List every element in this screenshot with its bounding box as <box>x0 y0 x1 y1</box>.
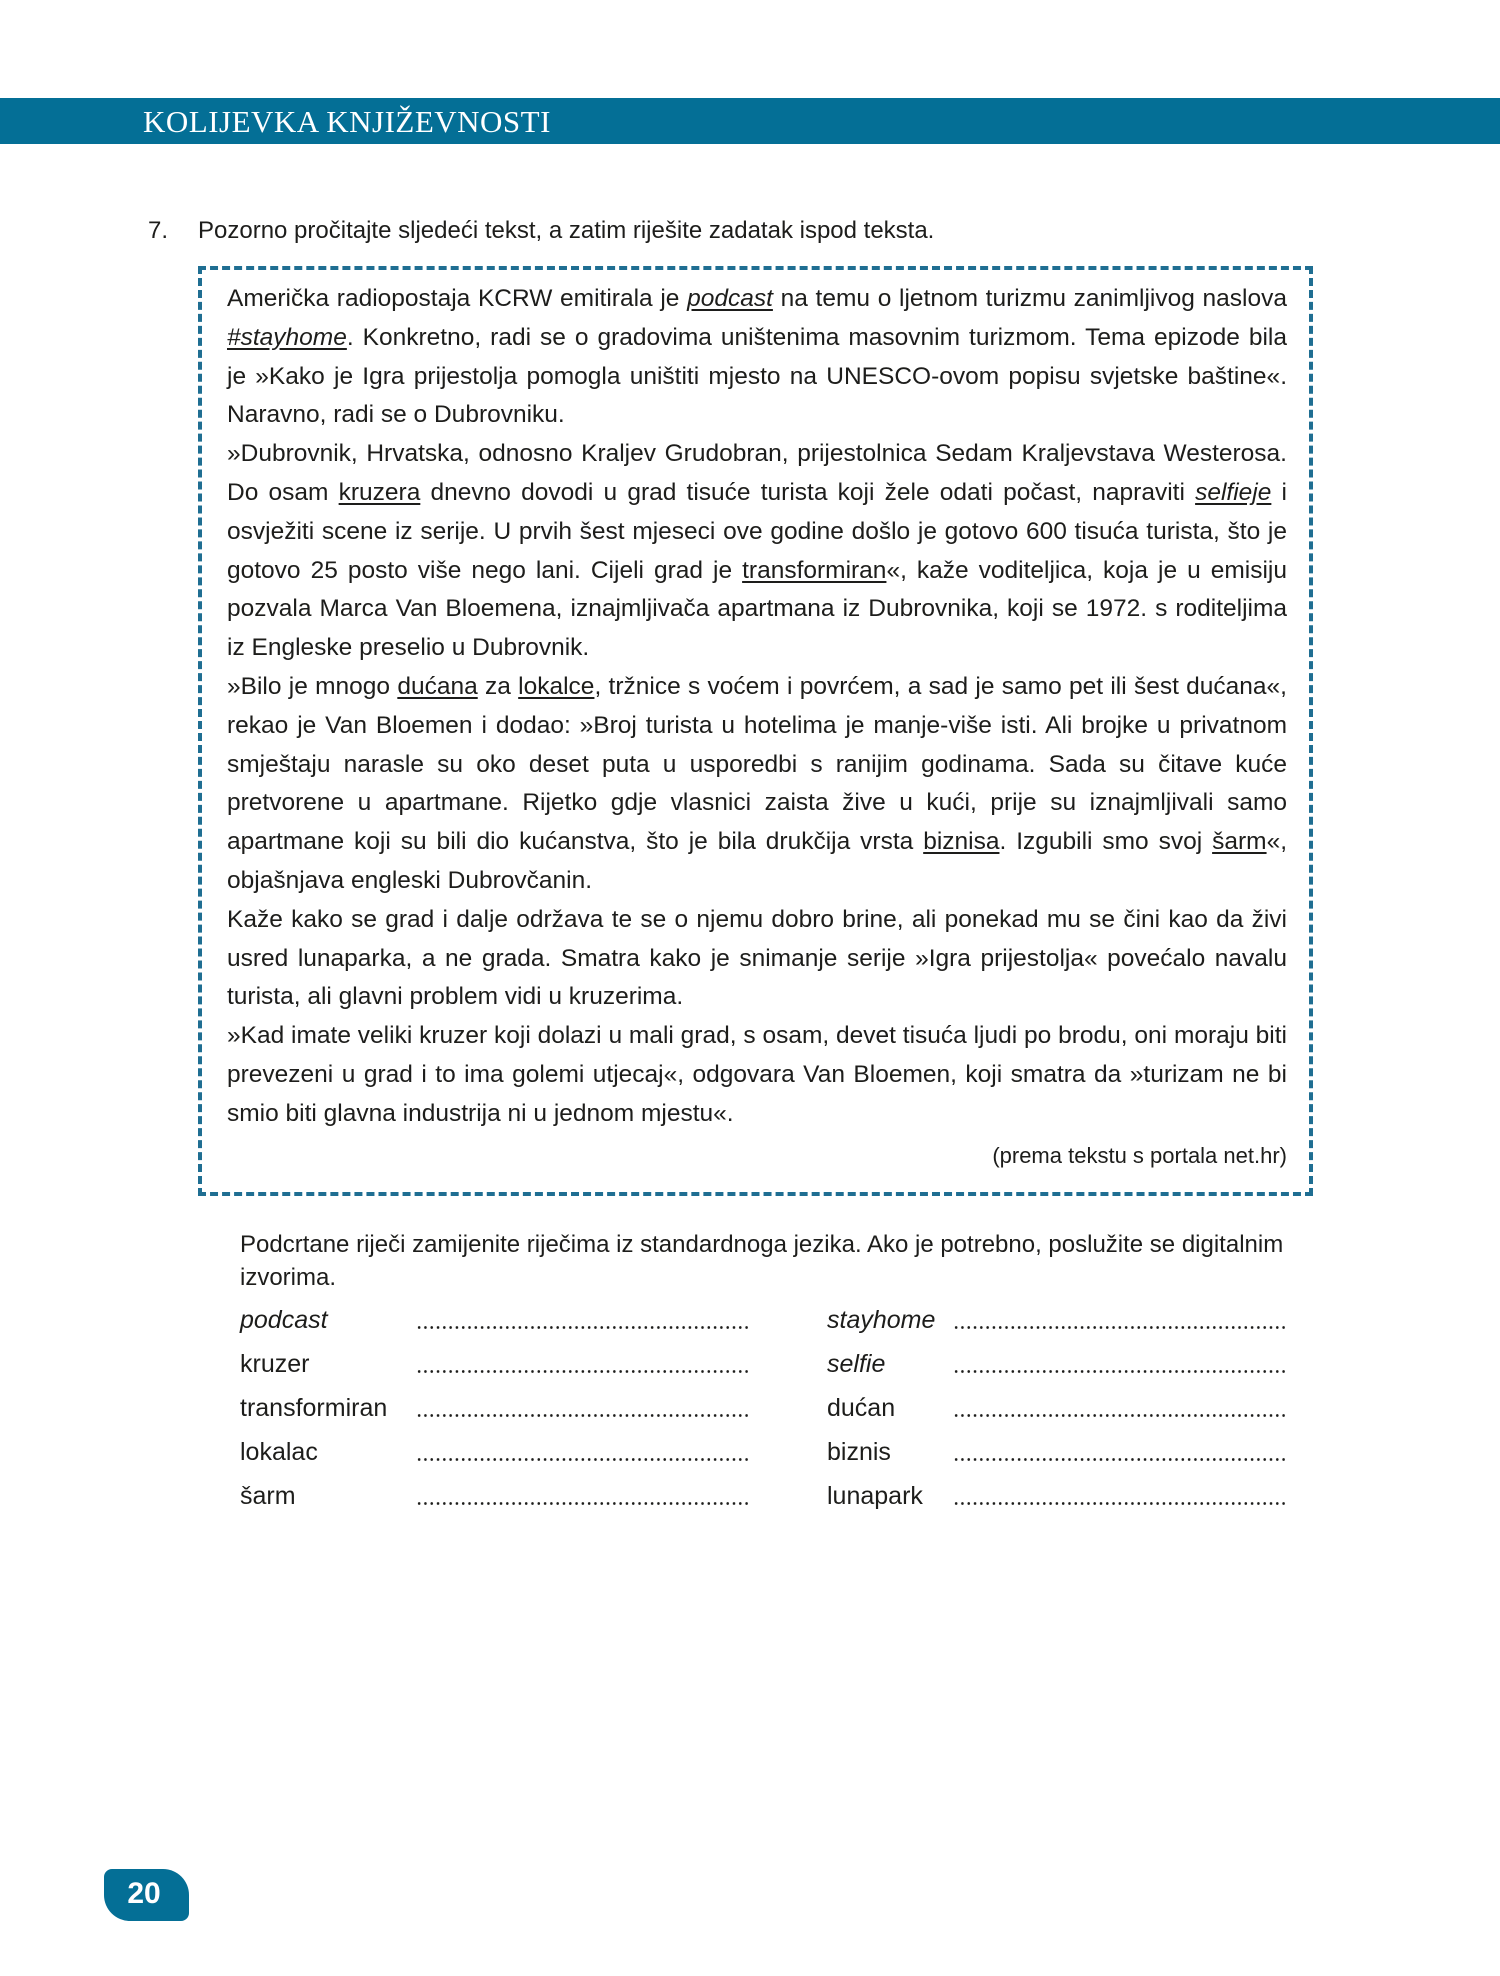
answer-row <box>827 1388 1347 1428</box>
underlined-word-sarm: šarm <box>1212 828 1267 856</box>
answer-word: stayhome <box>827 1306 936 1334</box>
source-citation: (prema tekstu s portala net.hr) <box>992 1143 1287 1168</box>
underlined-word-kruzera: kruzera <box>338 478 421 506</box>
answer-row <box>240 1432 760 1472</box>
reading-paragraph: »Dubrovnik, Hrvatska, odnosno Kraljev Grudobran, prijestolnica Sedam Kraljevstava Westerosa. Do osam kruzera dnevno dovodi u grad tisuće turista koji žele odati počast, napraviti selfieje i osvježiti scene iz serije. U prvih šest mjeseci ove godine došlo je gotovo 600 tisuća turista, što je gotovo 25 posto više nego lani. Cijeli grad je transformiran«, kaže voditeljica, koja je u emisiju pozvala Marca Van Bloemena, iznajmljivača apartmana iz Dubrovnika, koji se 1972. s roditeljima iz Engleske preselio u Dubrovnik. <box>227 440 1287 662</box>
answer-blank[interactable] <box>953 1414 1285 1417</box>
reading-paragraph: Kaže kako se grad i dalje održava te se o njemu dobro brine, ali ponekad mu se čini kao da živi usred lunaparka, a ne grada. Smatra kako je snimanje serije »Igra prijestolja« povećalo navalu turista, ali glavni problem vidi u kruzerima. <box>227 905 1287 1011</box>
answer-blank[interactable] <box>416 1414 748 1417</box>
answer-row <box>240 1476 760 1516</box>
answer-blank[interactable] <box>953 1326 1285 1329</box>
answer-word: lunapark <box>827 1482 923 1510</box>
answer-word: kruzer <box>240 1350 310 1378</box>
answer-row <box>240 1388 760 1428</box>
reading-paragraph: »Bilo je mnogo dućana za lokalce, tržnice s voćem i povrćem, a sad je samo pet ili šest dućana«, rekao je Van Bloemen i dodao: »Broj turista u hotelima je manje-više isti. Ali brojke u privatnom smještaju narasle su oko deset puta u usporedbi s ranijim godinama. Sada su čitave kuće pretvorene u apartmane. Rijetko gdje vlasnici zaista žive u kući, prije su iznajmljivali samo apartmane koji su bili dio kućanstva, što je bila drukčija vrsta biznisa. Izgubili smo svoj šarm«, objašnjava engleski Dubrovčanin. <box>227 672 1287 894</box>
answer-row <box>827 1476 1347 1516</box>
exercise-instruction: Podcrtane riječi zamijenite riječima iz standardnoga jezika. Ako je potrebno, poslužite se digitalnim izvorima. <box>240 1231 1284 1291</box>
underlined-word-stayhome: #stayhome <box>227 323 347 351</box>
answer-word: dućan <box>827 1394 896 1422</box>
answer-blank[interactable] <box>416 1502 748 1505</box>
reading-paragraph: »Kad imate veliki kruzer koji dolazi u mali grad, s osam, devet tisuća ljudi po brodu, oni moraju biti prevezeni u grad i to ima golemi utjecaj«, odgovara Van Bloemen, koji smatra da »turizam ne bi smio biti glavna industrija ni u jednom mjestu«. <box>227 1022 1287 1127</box>
task-prompt <box>148 214 1328 248</box>
answer-word: selfie <box>827 1350 886 1378</box>
answer-row <box>240 1344 760 1384</box>
answer-word: biznis <box>827 1438 891 1466</box>
answer-row <box>240 1300 760 1340</box>
underlined-word-biznisa: biznisa <box>923 828 1000 856</box>
task-number: 7. <box>148 217 169 244</box>
answer-word: šarm <box>240 1482 296 1510</box>
answer-word: lokalac <box>240 1438 318 1466</box>
answer-blank[interactable] <box>416 1458 748 1461</box>
answer-word: podcast <box>240 1306 328 1334</box>
answer-row <box>827 1432 1347 1472</box>
page-number: 20 <box>127 1877 161 1910</box>
underlined-word-transformiran: transformiran <box>742 556 887 584</box>
answer-blank[interactable] <box>953 1370 1285 1373</box>
underlined-word-podcast: podcast <box>687 285 773 312</box>
answer-blank[interactable] <box>953 1502 1285 1505</box>
answer-row <box>827 1300 1347 1340</box>
reading-paragraph: Američka radiopostaja KCRW emitirala je podcast na temu o ljetnom turizmu zanimljivog naslova #stayhome. Konkretno, radi se o gradovima uništenima masovnim turizmom. Tema epizode bila je »Kako je Igra prijestolja pomogla uništiti mjesto na UNESCO-ovom popisu svjetske baštine«. Naravno, radi se o Dubrovniku. <box>227 285 1287 429</box>
answer-row <box>827 1344 1347 1384</box>
answer-blank[interactable] <box>416 1370 748 1373</box>
answer-blank[interactable] <box>416 1326 748 1329</box>
reading-text <box>227 280 1287 1134</box>
underlined-word-ducana: dućana <box>397 672 478 700</box>
answer-blank[interactable] <box>953 1458 1285 1461</box>
chapter-title: KOLIJEVKA KNJIŽEVNOSTI <box>143 104 551 139</box>
underlined-word-selfieje: selfieje <box>1195 478 1272 506</box>
underlined-word-lokalce: lokalce <box>518 672 595 700</box>
task-text: Pozorno pročitajte sljedeći tekst, a zatim riješite zadatak ispod teksta. <box>198 217 935 244</box>
answer-word: transformiran <box>240 1394 388 1422</box>
